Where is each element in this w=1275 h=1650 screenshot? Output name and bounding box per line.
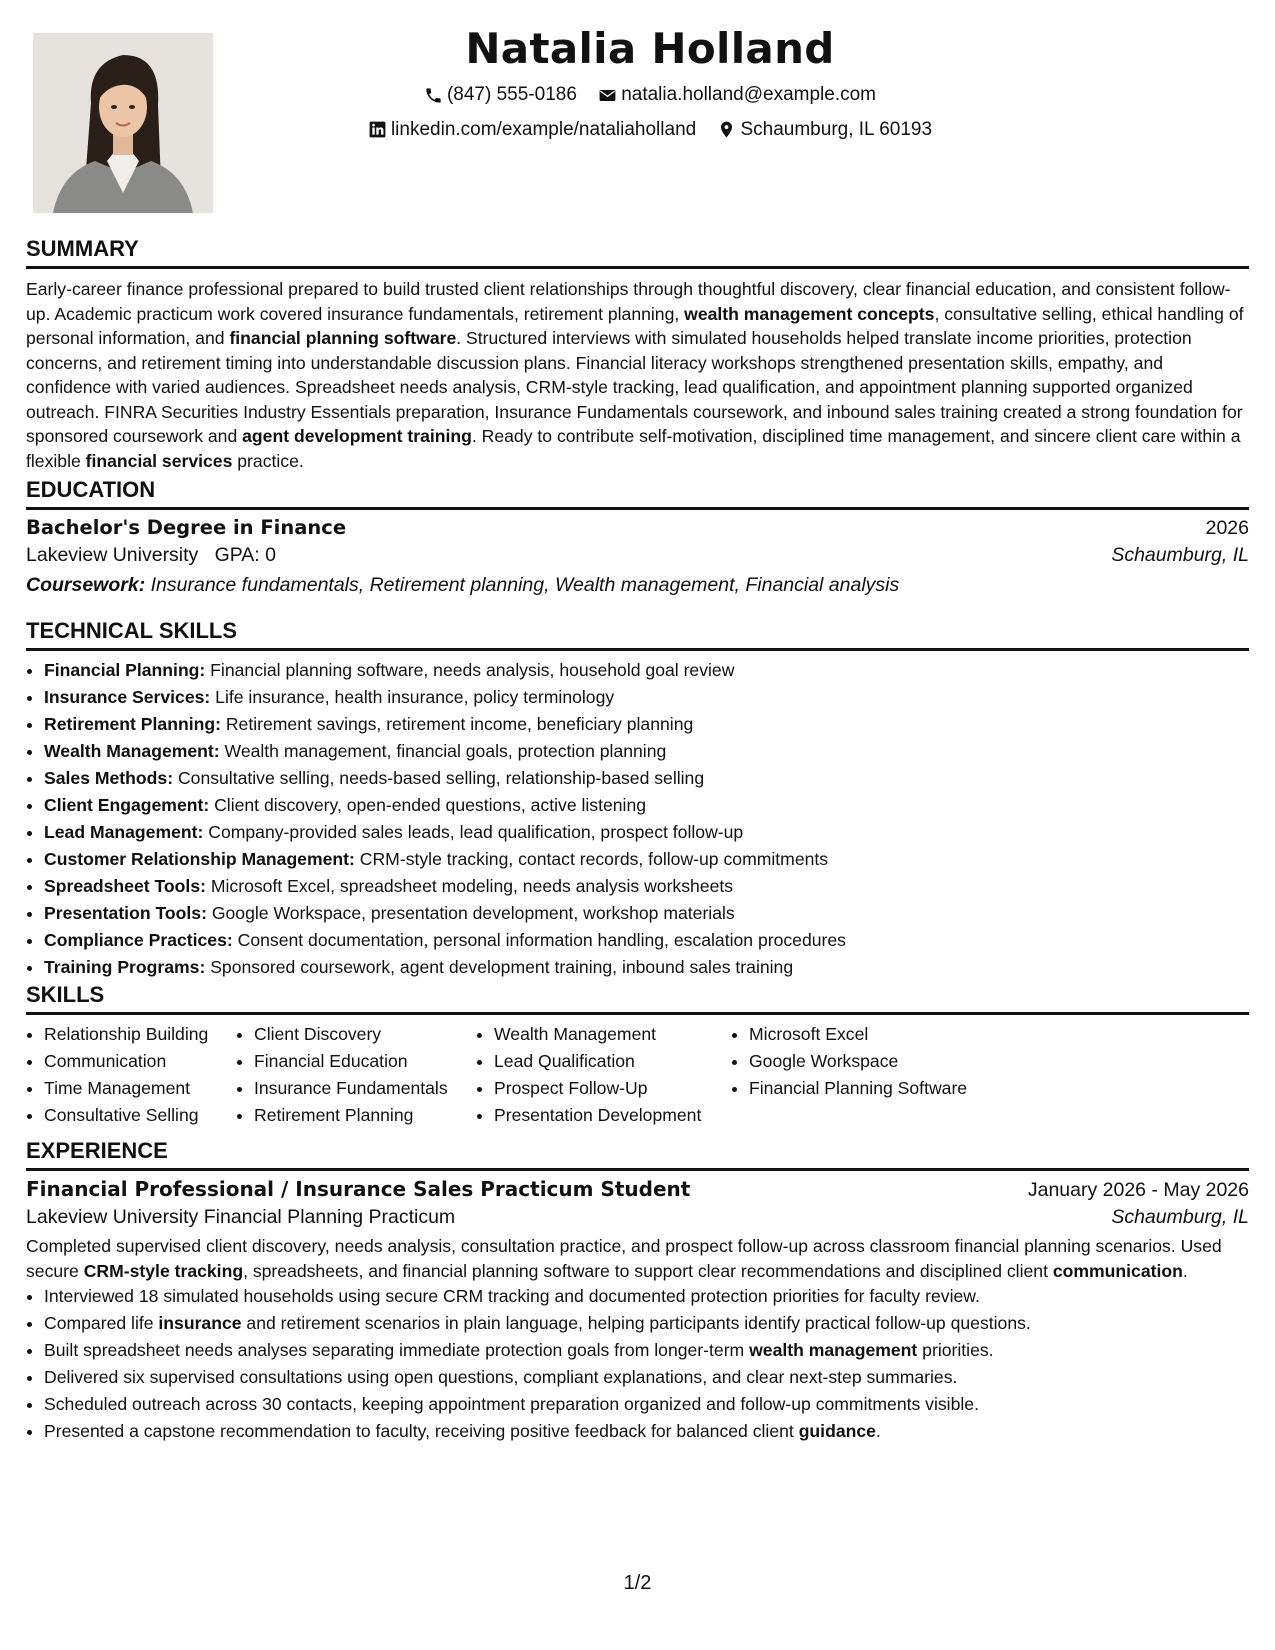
skill-item: • Time Management <box>44 1075 236 1102</box>
text-segment: Compared life <box>44 1313 159 1333</box>
skill-category: Lead Management: <box>44 822 204 842</box>
job-organization: Lakeview University Financial Planning Practicum <box>26 1206 456 1228</box>
skill-category: Wealth Management: <box>44 741 220 761</box>
linkedin-url[interactable]: linkedin.com/example/nataliaholland <box>390 118 697 140</box>
experience-bullet <box>44 1364 1249 1391</box>
bold-phrase: guidance <box>798 1421 876 1441</box>
contact-line-2 <box>280 115 1020 150</box>
skills-grid <box>26 1021 1249 1129</box>
phone-contact <box>424 80 577 110</box>
text-segment: , consultative selling, ethical handling of personal information, and <box>26 303 1244 348</box>
skill-item: • Lead Qualification <box>494 1048 731 1075</box>
envelope-icon <box>598 86 617 105</box>
technical-skill-item <box>44 792 1249 819</box>
location-contact <box>717 115 932 145</box>
technical-skill-item <box>44 738 1249 765</box>
skill-item: • Prospect Follow-Up <box>494 1075 731 1102</box>
job-summary <box>26 1234 1249 1283</box>
skill-details: Sponsored coursework, agent development training, inbound sales training <box>205 957 794 977</box>
text-segment: Delivered six supervised consultations using open questions, compliant explanations, and clear next-step summaries. <box>44 1367 958 1387</box>
section-divider <box>26 507 1249 510</box>
technical-skill-item <box>44 657 1249 684</box>
experience-bullet <box>44 1391 1249 1418</box>
skill-category: Compliance Practices: <box>44 930 233 950</box>
text-segment: , spreadsheets, and financial planning software to support clear recommendations and disciplined client <box>243 1260 1053 1281</box>
gpa: GPA: 0 <box>214 544 276 566</box>
skill-item: • Communication <box>44 1048 236 1075</box>
technical-skill-item <box>44 684 1249 711</box>
text-segment: practice. <box>232 450 304 471</box>
skill-details: Financial planning software, needs analysis, household goal review <box>205 660 735 680</box>
contact-line-1 <box>280 80 1020 115</box>
skills-column <box>731 1021 991 1129</box>
phone-icon <box>424 86 443 105</box>
education-section <box>26 477 1249 600</box>
technical-skill-item <box>44 819 1249 846</box>
technical-skill-item <box>44 765 1249 792</box>
text-segment: Completed supervised client discovery, needs analysis, consultation practice, and prospect follow-up across classroom financial planning scenarios. Used secure <box>26 1236 1222 1281</box>
job-location: Schaumburg, IL <box>1111 1206 1249 1228</box>
skills-section <box>26 982 1249 1129</box>
skill-details: Google Workspace, presentation development, workshop materials <box>206 903 735 923</box>
technical-skill-item <box>44 873 1249 900</box>
skill-details: Life insurance, health insurance, policy terminology <box>210 687 615 707</box>
text-segment: Scheduled outreach across 30 contacts, keeping appointment preparation organized and follow-up commitments visible. <box>44 1394 979 1414</box>
job-org-row <box>26 1202 1249 1232</box>
text-segment: . <box>1182 1260 1188 1281</box>
section-title: SKILLS <box>26 982 105 1007</box>
experience-bullet <box>44 1418 1249 1445</box>
skill-details: Client discovery, open-ended questions, active listening <box>209 795 647 815</box>
job-bullets <box>26 1283 1249 1445</box>
skill-details: Retirement savings, retirement income, beneficiary planning <box>220 714 694 734</box>
skills-list <box>476 1021 731 1129</box>
technical-skill-item <box>44 927 1249 954</box>
experience-section <box>26 1138 1249 1445</box>
skill-category: Client Engagement: <box>44 795 210 815</box>
skill-category: Financial Planning: <box>44 660 206 680</box>
coursework-list: Insurance fundamentals, Retirement planning, Wealth management, Financial analysis <box>150 574 900 596</box>
section-divider <box>26 1012 1249 1015</box>
email-address[interactable]: natalia.holland@example.com <box>621 84 877 105</box>
candidate-name: Natalia Holland <box>465 24 835 73</box>
experience-bullet <box>44 1283 1249 1310</box>
technical-skill-item <box>44 900 1249 927</box>
bold-phrase: CRM-style tracking <box>83 1260 244 1281</box>
email-contact <box>598 80 876 110</box>
skill-item: • Financial Planning Software <box>749 1075 991 1102</box>
skill-category: Insurance Services: <box>44 687 211 707</box>
bold-phrase: communication <box>1052 1260 1183 1281</box>
technical-skills-list <box>26 657 1249 981</box>
skill-details: Consultative selling, needs-based selling, relationship-based selling <box>173 768 705 788</box>
education-row-1 <box>26 516 1249 540</box>
technical-skill-item <box>44 711 1249 738</box>
linkedin-icon <box>368 120 387 139</box>
skill-category: Customer Relationship Management: <box>44 849 355 869</box>
summary-section <box>26 236 1249 473</box>
section-title: SUMMARY <box>26 236 139 261</box>
bold-phrase: financial services <box>85 450 233 471</box>
skill-item: • Wealth Management <box>494 1021 731 1048</box>
text-segment: . Structured interviews with simulated households helped translate income priorities, protection concerns, and retirement timing into understandable discussion plans. Financial literacy workshops strengthened presentation skills, empathy, and confidence with varied audiences. Spreadsheet needs analysis, CRM-style tracking, lead qualification, and appointment planning supported organized outreach. FINRA Securities Industry Essentials preparation, Insurance Fundamentals coursework, and inbound sales training created a strong foundation for sponsored coursework and <box>26 328 1243 446</box>
bold-phrase: insurance <box>158 1313 242 1333</box>
profile-photo <box>33 33 213 213</box>
degree-title: Bachelor's Degree in Finance <box>26 516 347 539</box>
skill-item: • Microsoft Excel <box>749 1021 991 1048</box>
skills-list <box>731 1021 991 1102</box>
skill-item: • Presentation Development <box>494 1102 731 1129</box>
skill-category: Spreadsheet Tools: <box>44 876 206 896</box>
phone-number[interactable]: (847) 555-0186 <box>446 84 577 105</box>
section-divider <box>26 1168 1249 1171</box>
skill-category: Retirement Planning: <box>44 714 221 734</box>
section-title: EXPERIENCE <box>26 1138 168 1163</box>
text-segment: and retirement scenarios in plain language, helping participants identify practical follow-up questions. <box>241 1313 1031 1333</box>
text-segment: Presented a capstone recommendation to faculty, receiving positive feedback for balanced client <box>44 1421 799 1441</box>
education-row-2 <box>26 540 1249 570</box>
skill-item: • Retirement Planning <box>254 1102 476 1129</box>
skill-item: • Consultative Selling <box>44 1102 236 1129</box>
section-title: EDUCATION <box>26 477 156 502</box>
skills-list <box>26 1021 236 1129</box>
skills-column <box>236 1021 476 1129</box>
page-number: 1/2 <box>623 1572 652 1594</box>
experience-bullet <box>44 1337 1249 1364</box>
skill-details: Company-provided sales leads, lead qualification, prospect follow-up <box>203 822 744 842</box>
text-segment: Built spreadsheet needs analyses separating immediate protection goals from longer-term <box>44 1340 750 1360</box>
location-text: Schaumburg, IL 60193 <box>740 118 933 140</box>
section-divider <box>26 266 1249 269</box>
bold-phrase: wealth management <box>749 1340 918 1360</box>
coursework-line <box>26 570 1249 600</box>
technical-skills-section <box>26 618 1249 981</box>
map-pin-icon <box>717 120 736 139</box>
technical-skill-item <box>44 846 1249 873</box>
linkedin-contact <box>368 115 696 145</box>
skill-category: Sales Methods: <box>44 768 174 788</box>
skill-details: Wealth management, financial goals, protection planning <box>219 741 667 761</box>
section-divider <box>26 648 1249 651</box>
summary-text <box>26 277 1249 473</box>
skill-details: Microsoft Excel, spreadsheet modeling, needs analysis worksheets <box>205 876 734 896</box>
skill-category: Presentation Tools: <box>44 903 207 923</box>
skills-column <box>26 1021 236 1129</box>
school-location: Schaumburg, IL <box>1111 544 1249 566</box>
technical-skill-item <box>44 954 1249 981</box>
school-name: Lakeview University <box>26 544 199 566</box>
text-segment: Interviewed 18 simulated households using secure CRM tracking and documented protection priorities for faculty review. <box>44 1286 980 1306</box>
bold-phrase: agent development training <box>242 426 472 446</box>
school-info <box>26 540 276 570</box>
job-header-row <box>26 1177 1249 1202</box>
skill-item: • Client Discovery <box>254 1021 476 1048</box>
skills-list <box>236 1021 476 1129</box>
bold-phrase: wealth management concepts <box>684 303 935 324</box>
skill-details: CRM-style tracking, contact records, follow-up commitments <box>354 849 829 869</box>
skills-column <box>476 1021 731 1129</box>
job-title: Financial Professional / Insurance Sales Practicum Student <box>26 1177 691 1201</box>
skill-item: • Google Workspace <box>749 1048 991 1075</box>
text-segment: priorities. <box>917 1340 994 1360</box>
graduation-year: 2026 <box>1205 517 1249 539</box>
text-segment: . Ready to contribute self-motivation, disciplined time management, and sincere client care within a flexible <box>26 426 1241 471</box>
text-segment: Early-career finance professional prepared to build trusted client relationships through thoughtful discovery, clear financial education, and consistent follow-up. Academic practicum work covered insurance fundamentals, retirement planning, <box>26 279 1231 324</box>
skill-item: • Insurance Fundamentals <box>254 1075 476 1102</box>
resume-header <box>280 18 1020 149</box>
coursework-label: Coursework: <box>26 574 146 596</box>
job-dates: January 2026 - May 2026 <box>1027 1179 1249 1201</box>
skill-category: Training Programs: <box>44 957 206 977</box>
text-segment: . <box>875 1421 881 1441</box>
bold-phrase: financial planning software <box>229 328 457 348</box>
skill-item: • Relationship Building <box>44 1021 236 1048</box>
skill-item: • Financial Education <box>254 1048 476 1075</box>
experience-bullet <box>44 1310 1249 1337</box>
skill-details: Consent documentation, personal information handling, escalation procedures <box>232 930 846 950</box>
section-title: TECHNICAL SKILLS <box>26 618 238 643</box>
